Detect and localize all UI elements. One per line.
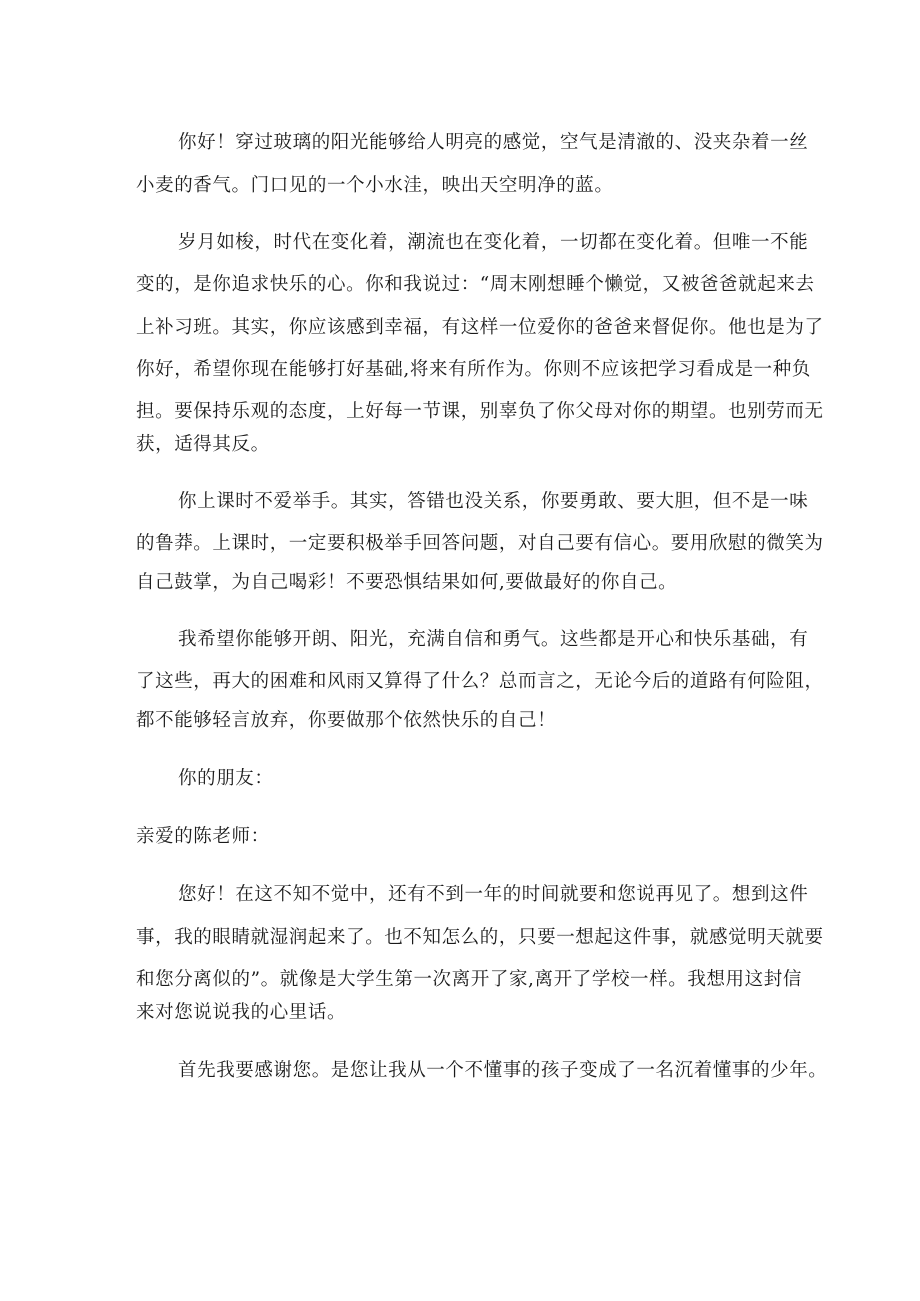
text-line-2: 小麦的香气。门口见的一个小水洼，映出天空明净的蓝。 <box>136 175 614 196</box>
text-line-21: 首先我要感谢您。是您让我从一个不懂事的孩子变成了一名沉着懂事的少年。 <box>178 1060 828 1081</box>
text-line-6: 你好，希望你现在能够打好基础,将来有所作为。你则不应该把学习看成是一种负 <box>136 359 811 380</box>
text-line-9: 你上课时不爱举手。其实，答错也没关系，你要勇敢、要大胆，但不是一味 <box>178 491 809 512</box>
text-line-15: 你的朋友： <box>178 768 274 789</box>
text-line-5: 上补习班。其实，你应该感到幸福，有这样一位爱你的爸爸来督促你。他也是为了 <box>136 317 824 338</box>
text-line-12: 我希望你能够开朗、阳光，充满自信和勇气。这些都是开心和快乐基础，有 <box>178 629 809 650</box>
text-line-19: 和您分离似的”。就像是大学生第一次离开了家,离开了学校一样。我想用这封信 <box>136 969 802 990</box>
text-line-3: 岁月如梭，时代在变化着，潮流也在变化着，一切都在变化着。但唯一不能 <box>178 232 809 253</box>
text-line-10: 的鲁莽。上课时，一定要积极举手回答问题，对自己要有信心。要用欣慰的微笑为 <box>136 533 824 554</box>
text-line-8: 获，适得其反。 <box>136 434 270 455</box>
text-line-13: 了这些，再大的困难和风雨又算得了什么？总而言之，无论今后的道路有何险阻， <box>136 671 824 692</box>
text-line-4: 变的，是你追求快乐的心。你和我说过：“周末刚想睡个懒觉，又被爸爸就起来去 <box>136 274 815 295</box>
text-line-14: 都不能够轻言放弃，你要做那个依然快乐的自己！ <box>136 710 557 731</box>
text-line-17: 您好！在这不知不觉中，还有不到一年的时间就要和您说再见了。想到这件 <box>178 884 809 905</box>
text-line-16: 亲爱的陈老师： <box>136 826 270 847</box>
text-line-18: 事，我的眼睛就湿润起来了。也不知怎么的，只要一想起这件事，就感觉明天就要 <box>136 927 824 948</box>
text-line-7: 担。要保持乐观的态度，上好每一节课，别辜负了你父母对你的期望。也别劳而无 <box>136 401 824 422</box>
text-line-1: 你好！穿过玻璃的阳光能够给人明亮的感觉，空气是清澈的、没夹杂着一丝 <box>178 132 809 153</box>
text-line-20: 来对您说说我的心里话。 <box>136 1002 347 1023</box>
text-line-11: 自己鼓掌，为自己喝彩！不要恐惧结果如何,要做最好的你自己。 <box>136 572 678 593</box>
